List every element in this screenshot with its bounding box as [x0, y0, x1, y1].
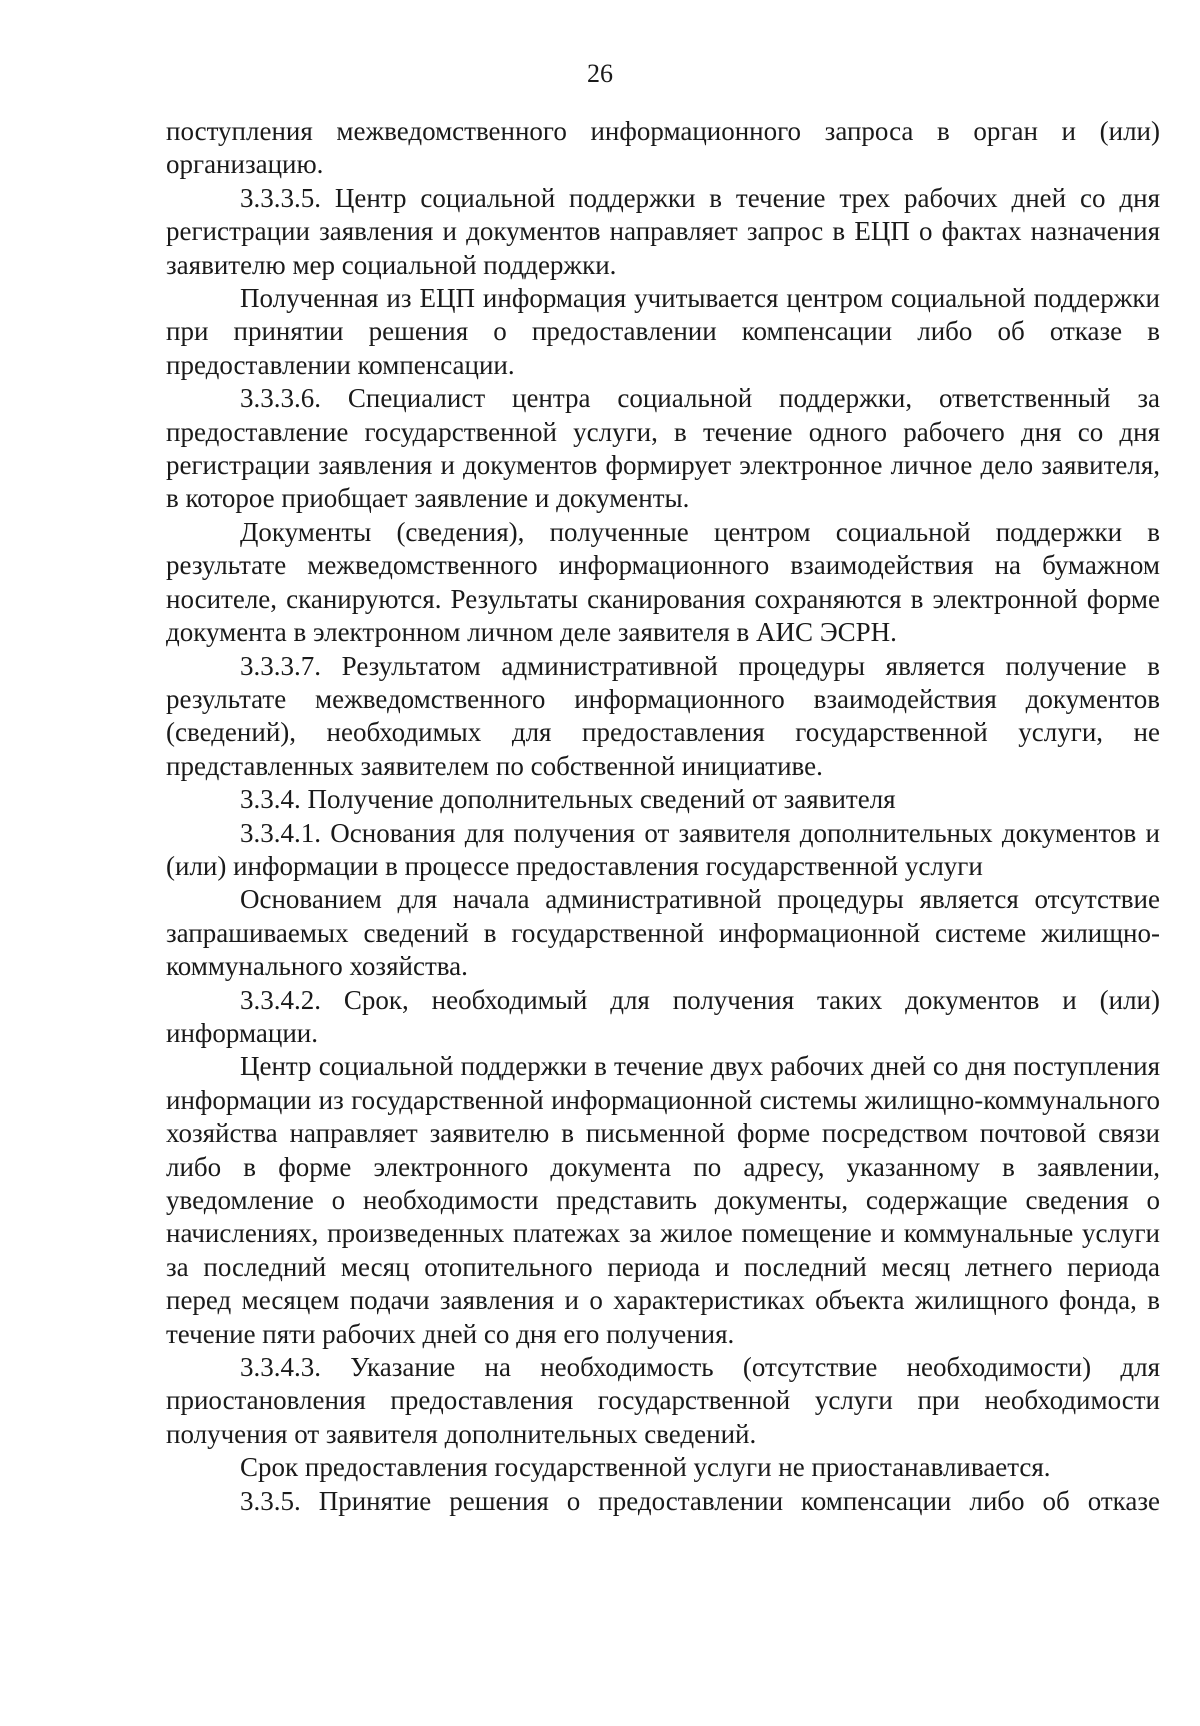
paragraph: 3.3.4.2. Срок, необходимый для получения таких документов и (или) информации. [166, 984, 1160, 1048]
document-body [166, 115, 1160, 1518]
paragraph: 3.3.4.1. Основания для получения от заявителя дополнительных документов и (или) информации в процессе предоставления государственной услуги [166, 817, 1160, 881]
paragraph: 3.3.3.6. Специалист центра социальной поддержки, ответственный за предоставление государственной услуги, в течение одного рабочего дня со дня регистрации заявления и документов формирует электронное личное дело заявителя, в которое приобщает заявление и документы. [166, 383, 1160, 514]
paragraph-continued: 3.3.5. Принятие решения о предоставлении компенсации либо об отказе [240, 1485, 1160, 1516]
paragraph: 3.3.3.5. Центр социальной поддержки в течение трех рабочих дней со дня регистрации заявления и документов направляет запрос в ЕЦП о фактах назначения заявителю мер социальной поддержки. [166, 182, 1160, 280]
paragraph: поступления межведомственного информационного запроса в орган и (или) организацию. [166, 116, 1160, 180]
paragraph: Срок предоставления государственной услуги не приостанавливается. [240, 1452, 1051, 1483]
paragraph: Полученная из ЕЦП информация учитывается центром социальной поддержки при принятии решения о предоставлении компенсации либо об отказе в предоставлении компенсации. [166, 283, 1160, 380]
paragraph: Основанием для начала административной процедуры является отсутствие запрашиваемых сведений в государственной информационной системе жилищно-коммунального хозяйства. [166, 884, 1160, 982]
page-number: 26 [587, 59, 613, 88]
paragraph: Центр социальной поддержки в течение двух рабочих дней со дня поступления информации из государственной информационной системы жилищно-коммунального хозяйства направляет заявителю в письменной форме посредством почтовой связи либо в форме электронного документа по адресу, указанному в заявлении, уведомление о необходимости представить документы, содержащие сведения о начислениях, произведенных платежах за жилое помещение и коммунальные услуги за последний месяц отопительного периода и последний месяц летнего периода перед месяцем подачи заявления и о характеристиках объекта жилищного фонда, в течение пяти рабочих дней со дня его получения. [166, 1051, 1160, 1349]
paragraph: Документы (сведения), полученные центром социальной поддержки в результате межведомственного информационного взаимодействия на бумажном носителе, сканируются. Результаты сканирования сохраняются в электронной форме документа в электронном личном деле заявителя в АИС ЭСРН. [166, 516, 1160, 648]
paragraph: 3.3.3.7. Результатом административной процедуры является получение в результате межведомственного информационного взаимодействия документов (сведений), необходимых для предоставления государственной услуги, не представленных заявителем по собственной инициативе. [166, 650, 1160, 781]
section-heading: 3.3.4. Получение дополнительных сведений от заявителя [240, 784, 896, 815]
paragraph: 3.3.4.3. Указание на необходимость (отсутствие необходимости) для приостановления предоставления государственной услуги при необходимости получения от заявителя дополнительных сведений. [166, 1352, 1160, 1449]
